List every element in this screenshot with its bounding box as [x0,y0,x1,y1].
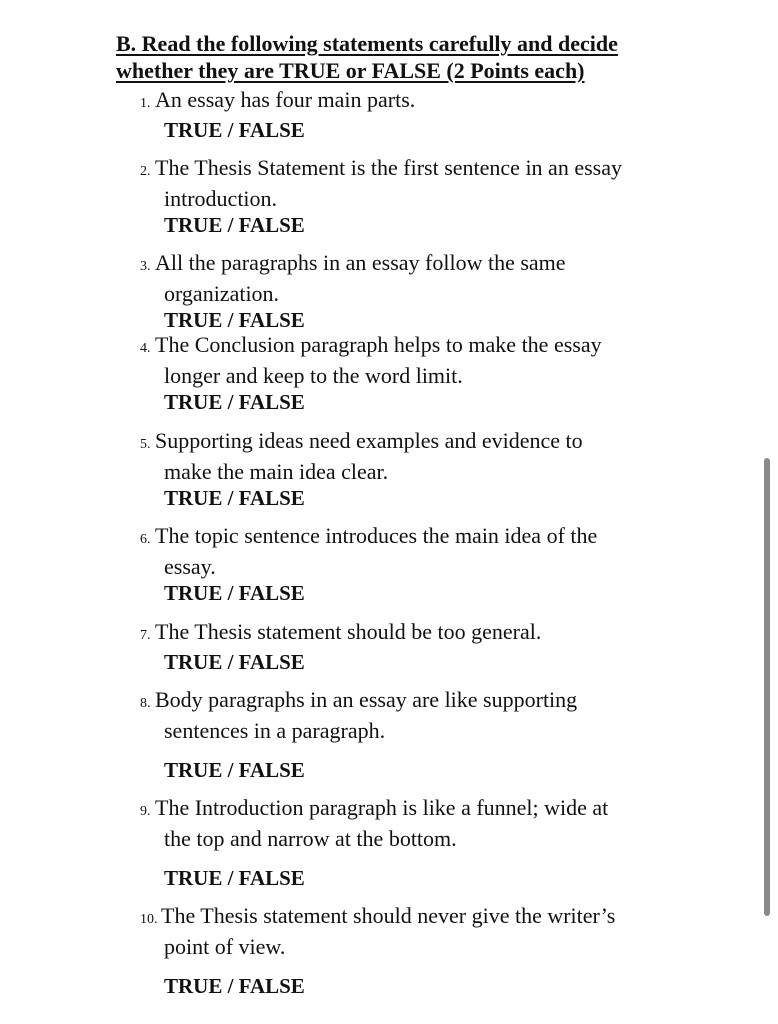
question-text-continued: introduction. [164,186,278,211]
question-text: The topic sentence introduces the main idea of the [155,523,598,548]
question-number: 2. [140,164,151,179]
true-false-answer: TRUE / FALSE [164,581,305,605]
question-text: The Introduction paragraph is like a funnel; wide at [155,795,609,820]
question-text-continued: organization. [164,281,280,306]
true-false-answer: TRUE / FALSE [164,974,305,998]
question-number: 6. [140,532,151,547]
question-number: 4. [140,341,151,356]
question-text: All the paragraphs in an essay follow the same [155,250,566,275]
question-text: The Thesis Statement is the first sentence in an essay [155,155,622,180]
question-number: 1. [140,96,151,111]
question-text-continued: the top and narrow at the bottom. [164,826,457,851]
question-text: The Conclusion paragraph helps to make the essay [155,332,602,357]
question-text: Supporting ideas need examples and evidence to [155,428,583,453]
question-4 [140,331,680,416]
question-2 [140,154,680,239]
question-text: An essay has four main parts. [155,87,416,112]
question-text-continued: longer and keep to the word limit. [164,363,463,388]
question-text: Body paragraphs in an essay are like supporting [155,687,578,712]
question-number: 10. [140,912,158,927]
question-8 [140,686,680,784]
vertical-scrollbar[interactable] [764,458,770,916]
true-false-answer: TRUE / FALSE [164,118,305,142]
true-false-answer: TRUE / FALSE [164,758,305,782]
question-7 [140,618,680,676]
heading-line-1: B. Read the following statements carefully and decide [116,31,618,56]
question-text: The Thesis statement should never give the writer’s [161,903,616,928]
heading-line-2: whether they are TRUE or FALSE (2 Points each) [116,58,585,83]
question-9 [140,794,680,892]
question-text-continued: make the main idea clear. [164,459,389,484]
true-false-answer: TRUE / FALSE [164,390,305,414]
question-3 [140,249,680,334]
question-text-continued: essay. [164,554,216,579]
question-5 [140,427,680,512]
true-false-answer: TRUE / FALSE [164,213,305,237]
question-text-continued: point of view. [164,934,286,959]
question-number: 5. [140,437,151,452]
true-false-answer: TRUE / FALSE [164,308,305,332]
question-text-continued: sentences in a paragraph. [164,718,386,743]
question-10 [140,902,680,1000]
question-text: The Thesis statement should be too general. [155,619,542,644]
question-6 [140,522,680,607]
question-1 [140,86,680,144]
question-number: 8. [140,696,151,711]
question-number: 7. [140,628,151,643]
true-false-answer: TRUE / FALSE [164,650,305,674]
true-false-answer: TRUE / FALSE [164,866,305,890]
question-number: 3. [140,259,151,274]
section-heading [116,30,676,84]
question-number: 9. [140,804,151,819]
true-false-answer: TRUE / FALSE [164,486,305,510]
